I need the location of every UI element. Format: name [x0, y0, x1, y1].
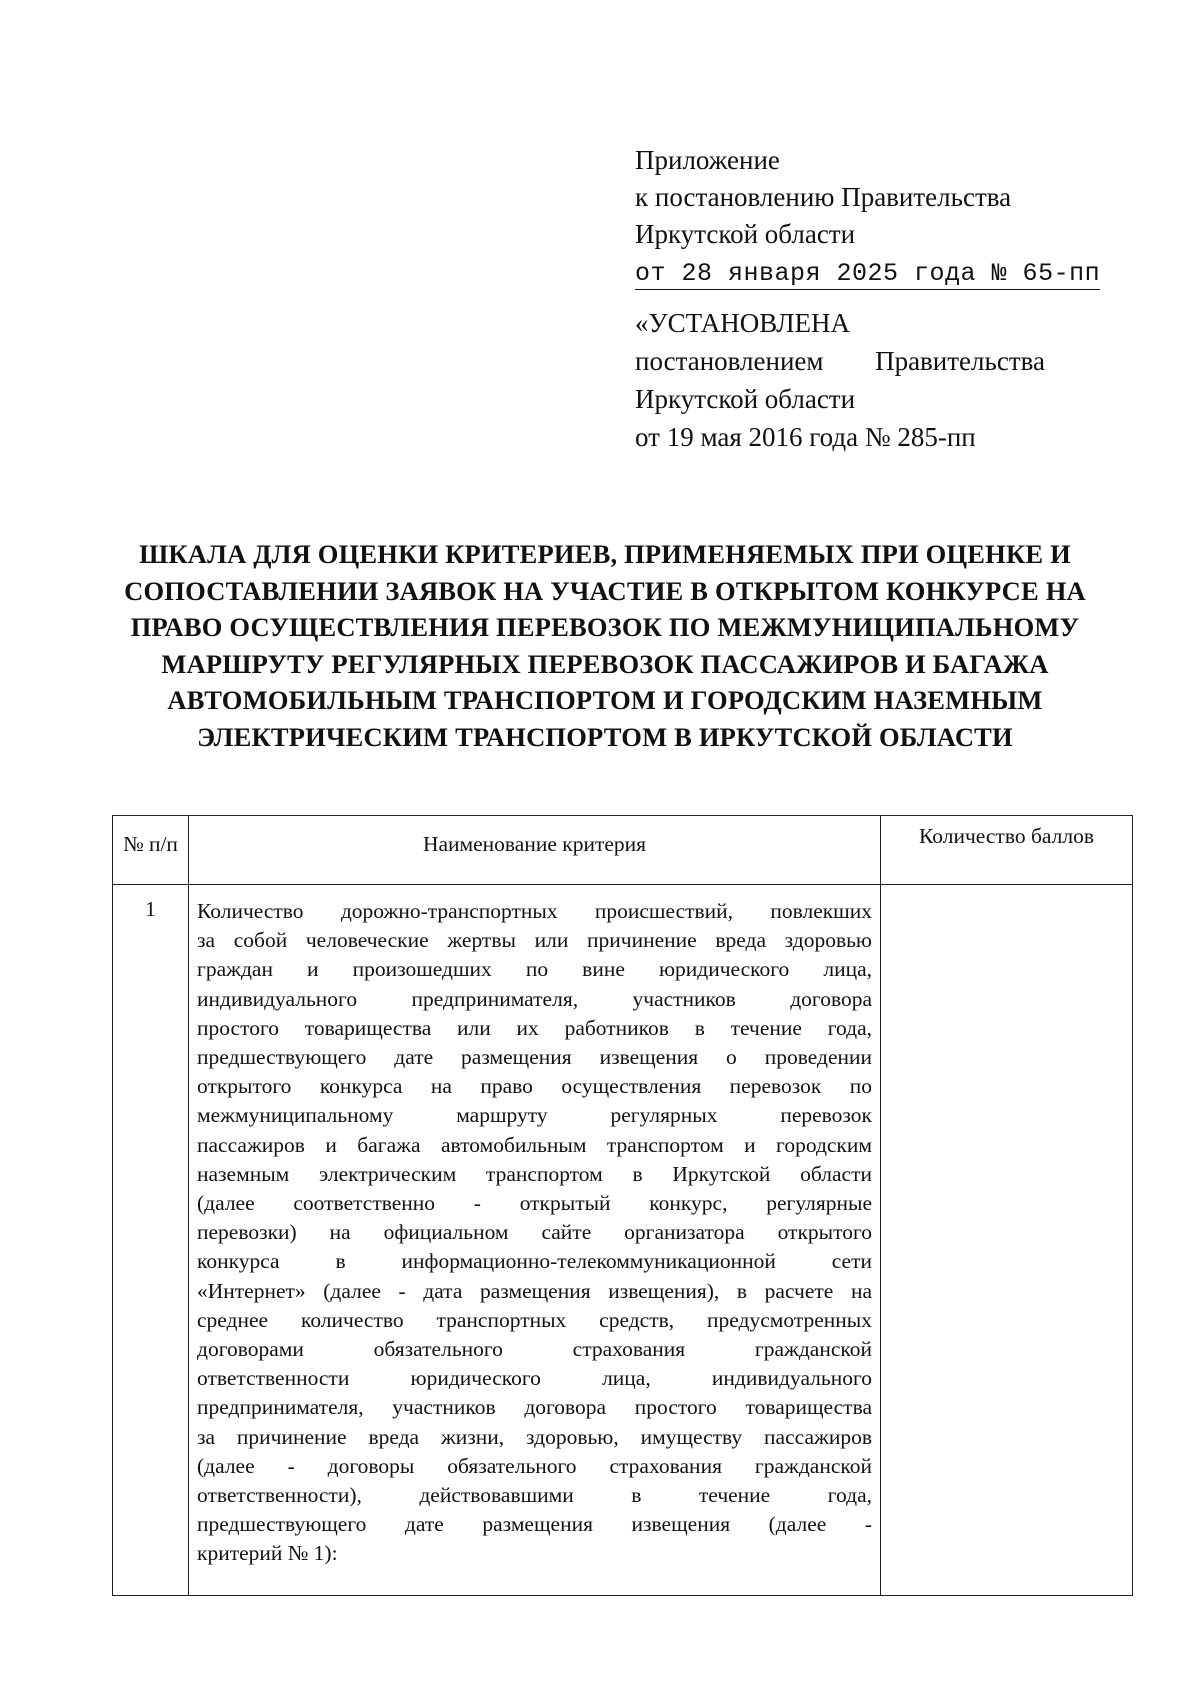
- criterion-text-line: ответственности), действовавшими в течение года,: [197, 1483, 872, 1508]
- table-row: [113, 885, 1133, 1596]
- criterion-text-line: критерий № 1):: [197, 1541, 338, 1566]
- appendix-date-line: от 28 января 2025 года № 65-пп: [635, 259, 1101, 288]
- title-line: МАРШРУТУ РЕГУЛЯРНЫХ ПЕРЕВОЗОК ПАССАЖИРОВ И БАГАЖА: [161, 648, 1049, 679]
- criterion-text-line: договорами обязательного страхования гражданской: [197, 1337, 872, 1362]
- header-number: № п/п: [113, 816, 189, 885]
- criterion-text-line: перевозки) на официальном сайте организатора открытого: [197, 1220, 872, 1245]
- criterion-text-line: «Интернет» (далее - дата размещения извещения), в расчете на: [197, 1278, 872, 1303]
- title-line: ПРАВО ОСУЩЕСТВЛЕНИЯ ПЕРЕВОЗОК ПО МЕЖМУНИЦИПАЛЬНОМУ: [130, 612, 1080, 642]
- criterion-text-line: предпринимателя, участников договора простого товарищества: [197, 1395, 872, 1420]
- criterion-text-line: индивидуального предпринимателя, участников договора: [197, 986, 872, 1011]
- table-header-row: [113, 816, 1133, 885]
- criterion-text-line: наземным электрическим транспортом в Иркутской области: [197, 1161, 872, 1186]
- criterion-text-line: пассажиров и багажа автомобильным транспортом и городским: [197, 1132, 872, 1157]
- document-title: [110, 536, 1100, 755]
- criterion-text-line: за собой человеческие жертвы или причинение вреда здоровью: [197, 928, 872, 953]
- established-line-right: Правительства: [875, 346, 1045, 376]
- title-line: ЭЛЕКТРИЧЕСКИМ ТРАНСПОРТОМ В ИРКУТСКОЙ ОБЛАСТИ: [197, 721, 1013, 752]
- header-criterion-name: Наименование критерия: [189, 816, 881, 885]
- established-line-left: постановлением: [635, 346, 824, 376]
- header-points: Количество баллов: [881, 816, 1133, 885]
- criterion-text-line: ответственности юридического лица, индивидуального: [197, 1366, 872, 1391]
- row-number: 1: [113, 885, 189, 1596]
- criterion-text-line: (далее соответственно - открытый конкурс, регулярные: [197, 1191, 872, 1216]
- criterion-text-line: Количество дорожно-транспортных происшествий, повлекших: [197, 899, 872, 923]
- established-line: [635, 342, 1045, 380]
- established-block: [635, 304, 1095, 456]
- criterion-text-line: предшествующего дате размещения извещения о проведении: [197, 1045, 872, 1070]
- appendix-line: к постановлению Правительства: [635, 182, 1012, 212]
- title-line: АВТОМОБИЛЬНЫМ ТРАНСПОРТОМ И ГОРОДСКИМ НАЗЕМНЫМ: [167, 685, 1043, 715]
- established-line: «УСТАНОВЛЕНА: [635, 308, 851, 338]
- criterion-text-line: за причинение вреда жизни, здоровью, имуществу пассажиров: [197, 1424, 872, 1449]
- established-line: от 19 мая 2016 года № 285-пп: [635, 422, 976, 452]
- criterion-description: [189, 885, 881, 1596]
- appendix-block: [635, 142, 1101, 292]
- title-line: СОПОСТАВЛЕНИИ ЗАЯВОК НА УЧАСТИЕ В ОТКРЫТОМ КОНКУРСЕ НА: [124, 575, 1086, 606]
- criterion-text-line: граждан и произошедших по вине юридического лица,: [197, 957, 872, 982]
- criterion-text-line: открытого конкурса на право осуществления перевозок по: [197, 1074, 872, 1099]
- established-line: Иркутской области: [635, 384, 856, 414]
- criterion-text-line: предшествующего дате размещения извещения (далее -: [197, 1512, 872, 1537]
- criteria-table: [112, 815, 1133, 1596]
- criterion-text-line: межмуниципальному маршруту регулярных перевозок: [197, 1103, 872, 1128]
- appendix-line: Приложение: [635, 145, 780, 175]
- criterion-text-line: среднее количество транспортных средств, предусмотренных: [197, 1307, 872, 1332]
- criterion-text-line: конкурса в информационно-телекоммуникационной сети: [197, 1249, 872, 1274]
- title-line: ШКАЛА ДЛЯ ОЦЕНКИ КРИТЕРИЕВ, ПРИМЕНЯЕМЫХ ПРИ ОЦЕНКЕ И: [139, 539, 1071, 569]
- points-cell: [881, 885, 1133, 1596]
- criterion-text-line: простого товарищества или их работников в течение года,: [197, 1015, 872, 1040]
- criterion-text-line: (далее - договоры обязательного страхования гражданской: [197, 1453, 872, 1478]
- appendix-line: Иркутской области: [635, 219, 856, 249]
